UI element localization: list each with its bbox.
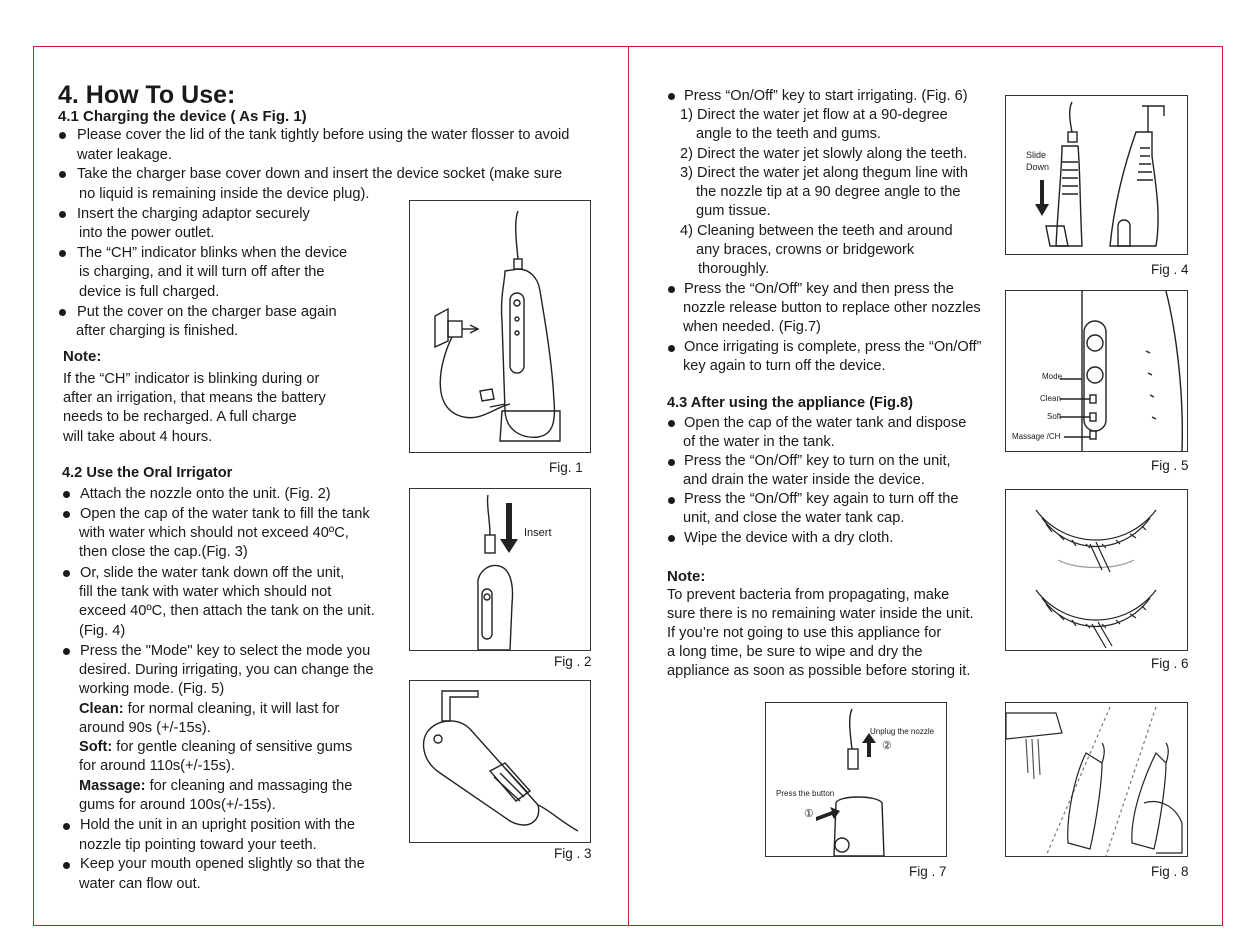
figure-2-attach-nozzle: [409, 488, 591, 651]
text-line: after charging is finished.: [76, 323, 239, 339]
bullet: [668, 459, 675, 466]
text-line: will take about 4 hours.: [63, 429, 213, 445]
text-line: the nozzle tip at a 90 degree angle to the: [696, 184, 961, 200]
figure-8-illustration: [1006, 703, 1187, 856]
text-line: 3) Direct the water jet along thegum line with: [680, 165, 968, 181]
bullet: [668, 497, 675, 504]
bullet: [668, 93, 675, 100]
text-line: appliance as soon as possible before storing it.: [667, 663, 971, 679]
bullet: [59, 250, 66, 257]
bullet: [668, 286, 675, 293]
mode-key-label: Mode: [1042, 372, 1063, 381]
massage-mode-text: for cleaning and massaging the: [145, 778, 353, 794]
soft-mode-line: [79, 738, 352, 758]
clean-mode-line: [79, 700, 339, 720]
figure-7-replace-nozzle: [765, 702, 947, 857]
text-line: nozzle tip pointing toward your teeth.: [79, 837, 317, 853]
bullet: [59, 132, 66, 139]
text-line: Press the “On/Off” key and then press the: [684, 281, 954, 297]
clean-mode-label: Clean:: [79, 701, 124, 717]
slide-down-arrow-icon: [1035, 180, 1049, 216]
text-line: into the power outlet.: [79, 225, 215, 241]
figure-8-label: Fig . 8: [1151, 864, 1189, 879]
bullet: [668, 420, 675, 427]
clean-indicator-label: Clean: [1040, 394, 1061, 403]
bullet: [63, 862, 70, 869]
text-line: no liquid is remaining inside the device plug).: [79, 186, 370, 202]
section-4-2-heading: 4.2 Use the Oral Irrigator: [62, 465, 233, 481]
text-line: working mode. (Fig. 5): [79, 681, 225, 697]
text-line: 1) Direct the water jet flow at a 90-degree: [680, 107, 948, 123]
text-line: a long time, be sure to wipe and dry the: [667, 644, 923, 660]
text-line: nozzle release button to replace other nozzles: [683, 300, 981, 316]
text-line: Please cover the lid of the tank tightly before using the water flosser to avoid: [77, 127, 570, 143]
figure-8-cleaning: [1005, 702, 1188, 857]
text-line: of the water in the tank.: [683, 434, 835, 450]
figure-2-illustration: [410, 489, 590, 650]
text-line: sure there is no remaining water inside the unit.: [667, 606, 974, 622]
text-line: Hold the unit in an upright position with the: [80, 817, 356, 833]
figure-1-label: Fig. 1: [549, 460, 583, 475]
bullet: [59, 171, 66, 178]
text-line: Take the charger base cover down and insert the device socket (make sure: [77, 166, 563, 182]
figure-4-label: Fig . 4: [1151, 262, 1189, 277]
bullet: [59, 211, 66, 218]
text-line: gums for around 100s(+/-15s).: [79, 797, 276, 813]
text-line: needs to be recharged. A full charge: [63, 409, 297, 425]
page-title: 4. How To Use:: [58, 81, 236, 109]
step-2-marker: ②: [882, 740, 892, 752]
soft-mode-label: Soft:: [79, 739, 113, 755]
text-line: Keep your mouth opened slightly so that the: [80, 856, 365, 872]
figure-6-label: Fig . 6: [1151, 656, 1189, 671]
bullet: [668, 345, 675, 352]
text-line: is charging, and it will turn off after the: [79, 264, 325, 280]
figure-2-label: Fig . 2: [554, 654, 592, 669]
text-line: Once irrigating is complete, press the “On/Off”: [684, 339, 982, 355]
text-line: when needed. (Fig.7): [683, 319, 821, 335]
text-line: water leakage.: [77, 147, 172, 163]
bullet: [63, 823, 70, 830]
text-line: Wipe the device with a dry cloth.: [684, 530, 894, 546]
note-heading: Note:: [63, 348, 102, 365]
text-line: desired. During irrigating, you can change the: [79, 662, 374, 678]
press-button-label: Press the button: [776, 789, 835, 798]
text-line: Open the cap of the water tank to fill the tank: [80, 506, 370, 522]
figure-1-illustration: [410, 201, 590, 452]
figure-5-label: Fig . 5: [1151, 458, 1189, 473]
figure-6-teeth: [1005, 489, 1188, 651]
figure-5-illustration: [1006, 291, 1187, 451]
text-line: (Fig. 4): [79, 623, 126, 639]
text-line: unit, and close the water tank cap.: [683, 510, 905, 526]
text-line: Press “On/Off” key to start irrigating. (Fig. 6): [684, 88, 968, 104]
section-4-1-heading: 4.1 Charging the device ( As Fig. 1): [58, 108, 307, 125]
massage-ch-indicator-label: Massage /CH: [1012, 432, 1061, 441]
text-line: Press the “On/Off” key again to turn off the: [684, 491, 959, 507]
text-line: device is full charged.: [79, 284, 220, 300]
text-line: after an irrigation, that means the battery: [63, 390, 326, 406]
step-1-marker: ①: [804, 808, 814, 820]
text-line: and drain the water inside the device.: [683, 472, 925, 488]
figure-3-fill-tank: [409, 680, 591, 843]
text-line: water can flow out.: [79, 876, 201, 892]
bullet: [63, 491, 70, 498]
text-line: fill the tank with water which should not: [79, 584, 332, 600]
text-line: Put the cover on the charger base again: [77, 304, 337, 320]
figure-4-illustration: [1006, 96, 1187, 254]
figure-7-illustration: [766, 703, 946, 856]
insert-label: Insert: [524, 527, 552, 539]
bullet: [63, 648, 70, 655]
text-line: The “CH” indicator blinks when the device: [77, 245, 348, 261]
text-line: Press the “On/Off” key to turn on the unit,: [684, 453, 951, 469]
page-divider: [628, 46, 629, 926]
text-line: 2) Direct the water jet slowly along the teeth.: [680, 146, 968, 162]
text-line: Insert the charging adaptor securely: [77, 206, 310, 222]
text-line: Open the cap of the water tank and dispose: [684, 415, 967, 431]
note-heading: Note:: [667, 568, 706, 585]
soft-mode-text: for gentle cleaning of sensitive gums: [112, 739, 353, 755]
soft-indicator-label: Soft: [1047, 412, 1062, 421]
text-line: exceed 40ºC, then attach the tank on the unit.: [79, 603, 375, 619]
text-line: then close the cap.(Fig. 3): [79, 544, 248, 560]
bullet: [668, 535, 675, 542]
text-line: 4) Cleaning between the teeth and around: [680, 223, 953, 239]
text-line: thoroughly.: [698, 261, 770, 277]
massage-mode-line: [79, 777, 352, 797]
text-line: If the “CH” indicator is blinking during or: [63, 371, 320, 387]
figure-4-slide-tank: [1005, 95, 1188, 255]
figure-6-illustration: [1006, 490, 1187, 650]
text-line: for around 110s(+/-15s).: [79, 758, 235, 774]
text-line: with water which should not exceed 40ºC,: [79, 525, 349, 541]
bullet: [63, 570, 70, 577]
figure-1-charging: [409, 200, 591, 453]
figure-5-mode-keys: [1005, 290, 1188, 452]
text-line: If you’re not going to use this appliance for: [667, 625, 942, 641]
text-line: To prevent bacteria from propagating, make: [667, 587, 950, 603]
figure-3-label: Fig . 3: [554, 846, 592, 861]
text-line: Press the "Mode" key to select the mode you: [80, 643, 371, 659]
unplug-arrow-icon: [862, 733, 876, 757]
text-line: around 90s (+/-15s).: [79, 720, 211, 736]
text-line: Or, slide the water tank down off the unit,: [80, 565, 345, 581]
figure-7-label: Fig . 7: [909, 864, 947, 879]
text-line: angle to the teeth and gums.: [696, 126, 881, 142]
text-line: Attach the nozzle onto the unit. (Fig. 2): [80, 486, 331, 502]
slide-label: Slide: [1026, 150, 1047, 160]
text-line: gum tissue.: [696, 203, 771, 219]
bullet: [59, 309, 66, 316]
massage-mode-label: Massage:: [79, 778, 146, 794]
down-label: Down: [1026, 162, 1050, 172]
bullet: [63, 511, 70, 518]
clean-mode-text: for normal cleaning, it will last for: [123, 701, 340, 717]
figure-3-illustration: [410, 681, 590, 842]
insert-arrow-icon: [500, 503, 518, 553]
text-line: any braces, crowns or bridgework: [696, 242, 915, 258]
section-4-3-heading: 4.3 After using the appliance (Fig.8): [667, 395, 913, 411]
unplug-nozzle-label: Unplug the nozzle: [870, 727, 935, 736]
text-line: key again to turn off the device.: [683, 358, 886, 374]
